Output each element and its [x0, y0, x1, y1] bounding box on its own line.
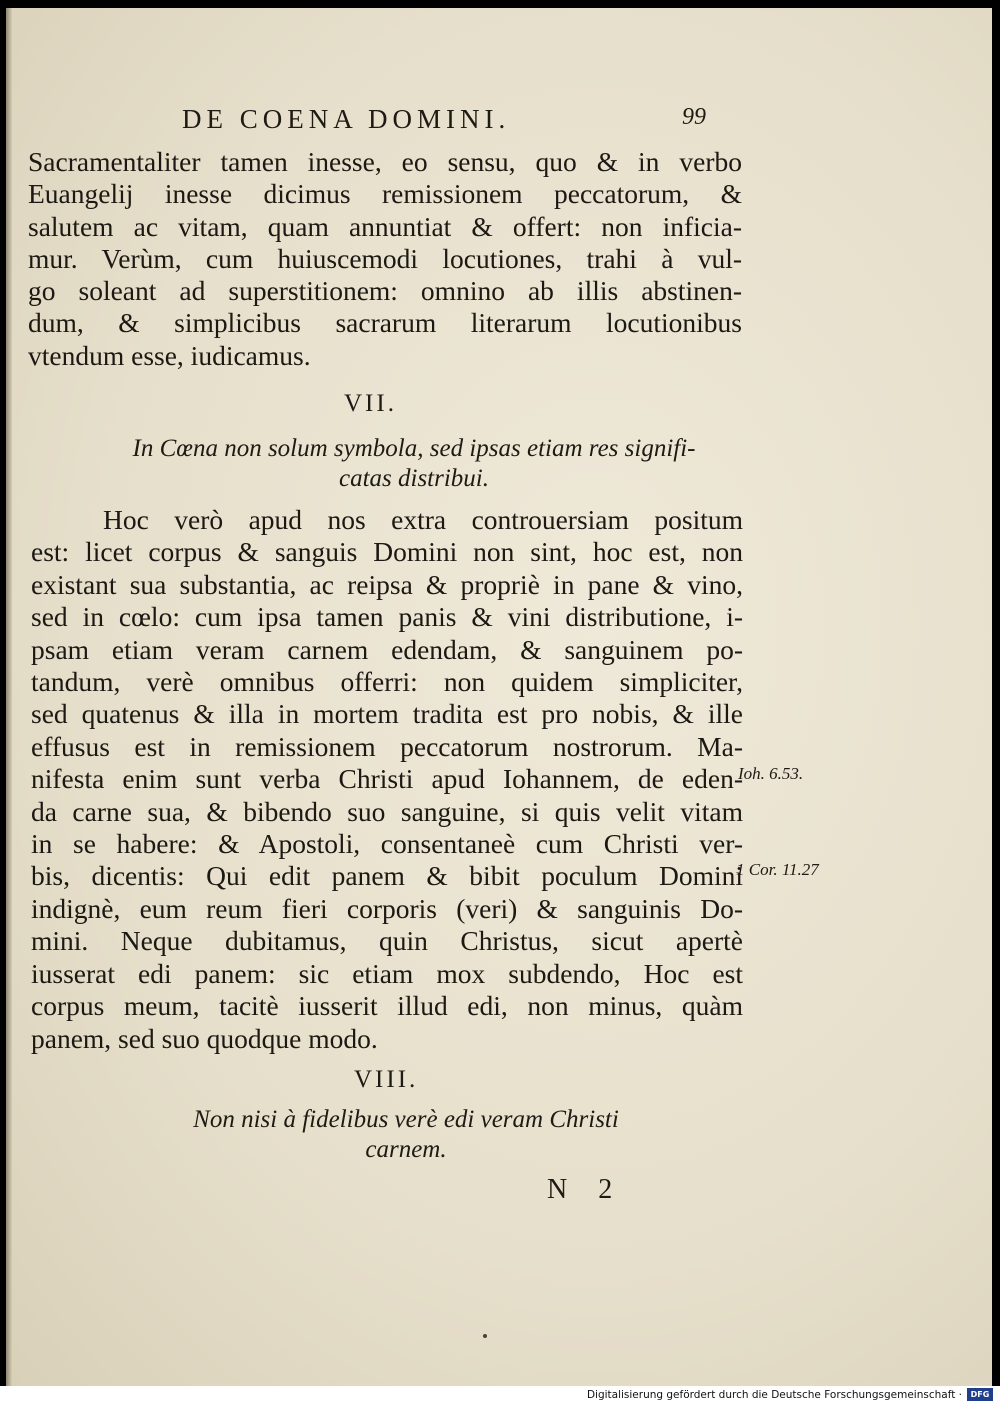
dfg-logo-icon: DFG	[967, 1388, 993, 1401]
margin-note-john: Ioh. 6.53.	[738, 764, 804, 783]
text-line: existant sua substantia, ac reipsa & propriè in pane & vino,	[31, 568, 743, 600]
signature-mark: N 2	[547, 1174, 625, 1205]
paragraph-1	[28, 146, 742, 372]
text-line: iusserat edi panem: sic etiam mox subdendo, Hoc est	[31, 957, 743, 989]
paper-speck	[483, 1334, 487, 1338]
text-line: nifesta enim sunt verba Christi apud Iohannem, de eden-	[31, 763, 743, 795]
margin-note-corinthians: 1 Cor. 11.27	[736, 860, 819, 879]
heading-line: Non nisi à fidelibus verè edi veram Christi	[193, 1106, 619, 1133]
text-line: da carne sua, & bibendo suo sanguine, si quis velit vitam	[31, 795, 743, 827]
running-head-title: DE COENA DOMINI.	[182, 104, 511, 134]
text-line: panem, sed suo quodque modo.	[31, 1022, 378, 1054]
text-line: effusus est in remissionem peccatorum nostrorum. Ma-	[31, 730, 743, 762]
book-page	[6, 8, 992, 1386]
text-line: Sacramentaliter tamen inesse, eo sensu, quo & in verbo	[28, 146, 742, 177]
text-line: corpus meum, tacitè iusserit illud edi, non minus, quàm	[31, 990, 743, 1022]
text-line: in se habere: & Apostoli, consentaneè cum Christi ver-	[31, 828, 743, 860]
text-line: psam etiam veram carnem edendam, & sanguinem po-	[31, 633, 743, 665]
text-line: dum, & simplicibus sacrarum literarum locutionibus	[28, 307, 742, 339]
text-line: salutem ac vitam, quam annuntiat & offert: non inficia-	[28, 210, 742, 242]
section-number-8: VIII.	[354, 1066, 419, 1093]
text-line: mur. Verùm, cum huiuscemodi locutiones, trahi à vul-	[28, 242, 742, 274]
text-line: go soleant ad superstitionem: omnino ab illis abstinen-	[28, 275, 742, 307]
heading-line: In Cœna non solum symbola, sed ipsas etiam res signifi-	[132, 435, 696, 462]
text-line: sed quatenus & illa in mortem tradita est pro nobis, & ille	[31, 698, 743, 730]
text-line: indignè, eum reum fieri corporis (veri) & sanguinis Do-	[31, 892, 743, 924]
text-line: sed in cœlo: cum ipsa tamen panis & vini distributione, i-	[31, 601, 743, 633]
text-line: tandum, verè omnibus offerri: non quidem simpliciter,	[31, 666, 743, 698]
text-line: bis, dicentis: Qui edit panem & bibit poculum Domini	[31, 860, 743, 892]
text-line: mini. Neque dubitamus, quin Christus, sicut apertè	[31, 925, 743, 957]
section-number-7: VII.	[344, 390, 397, 417]
section-heading-7	[76, 434, 752, 494]
text-line: est: licet corpus & sanguis Domini non sint, hoc est, non	[31, 536, 743, 568]
text-line: Euangelij inesse dicimus remissionem peccatorum, &	[28, 178, 742, 210]
heading-line: carnem.	[365, 1136, 447, 1163]
paragraph-2	[31, 504, 743, 1055]
page-edge-shadow	[6, 8, 12, 1386]
heading-line: catas distribui.	[338, 465, 489, 492]
text-line: vtendum esse, iudicamus.	[28, 339, 311, 371]
footer-credit: Digitalisierung gefördert durch die Deutsche Forschungsgemeinschaft ·	[586, 1389, 962, 1401]
page-number: 99	[682, 104, 706, 130]
section-heading-8	[156, 1105, 656, 1165]
text-line: Hoc verò apud nos extra controuersiam positum	[103, 504, 743, 535]
